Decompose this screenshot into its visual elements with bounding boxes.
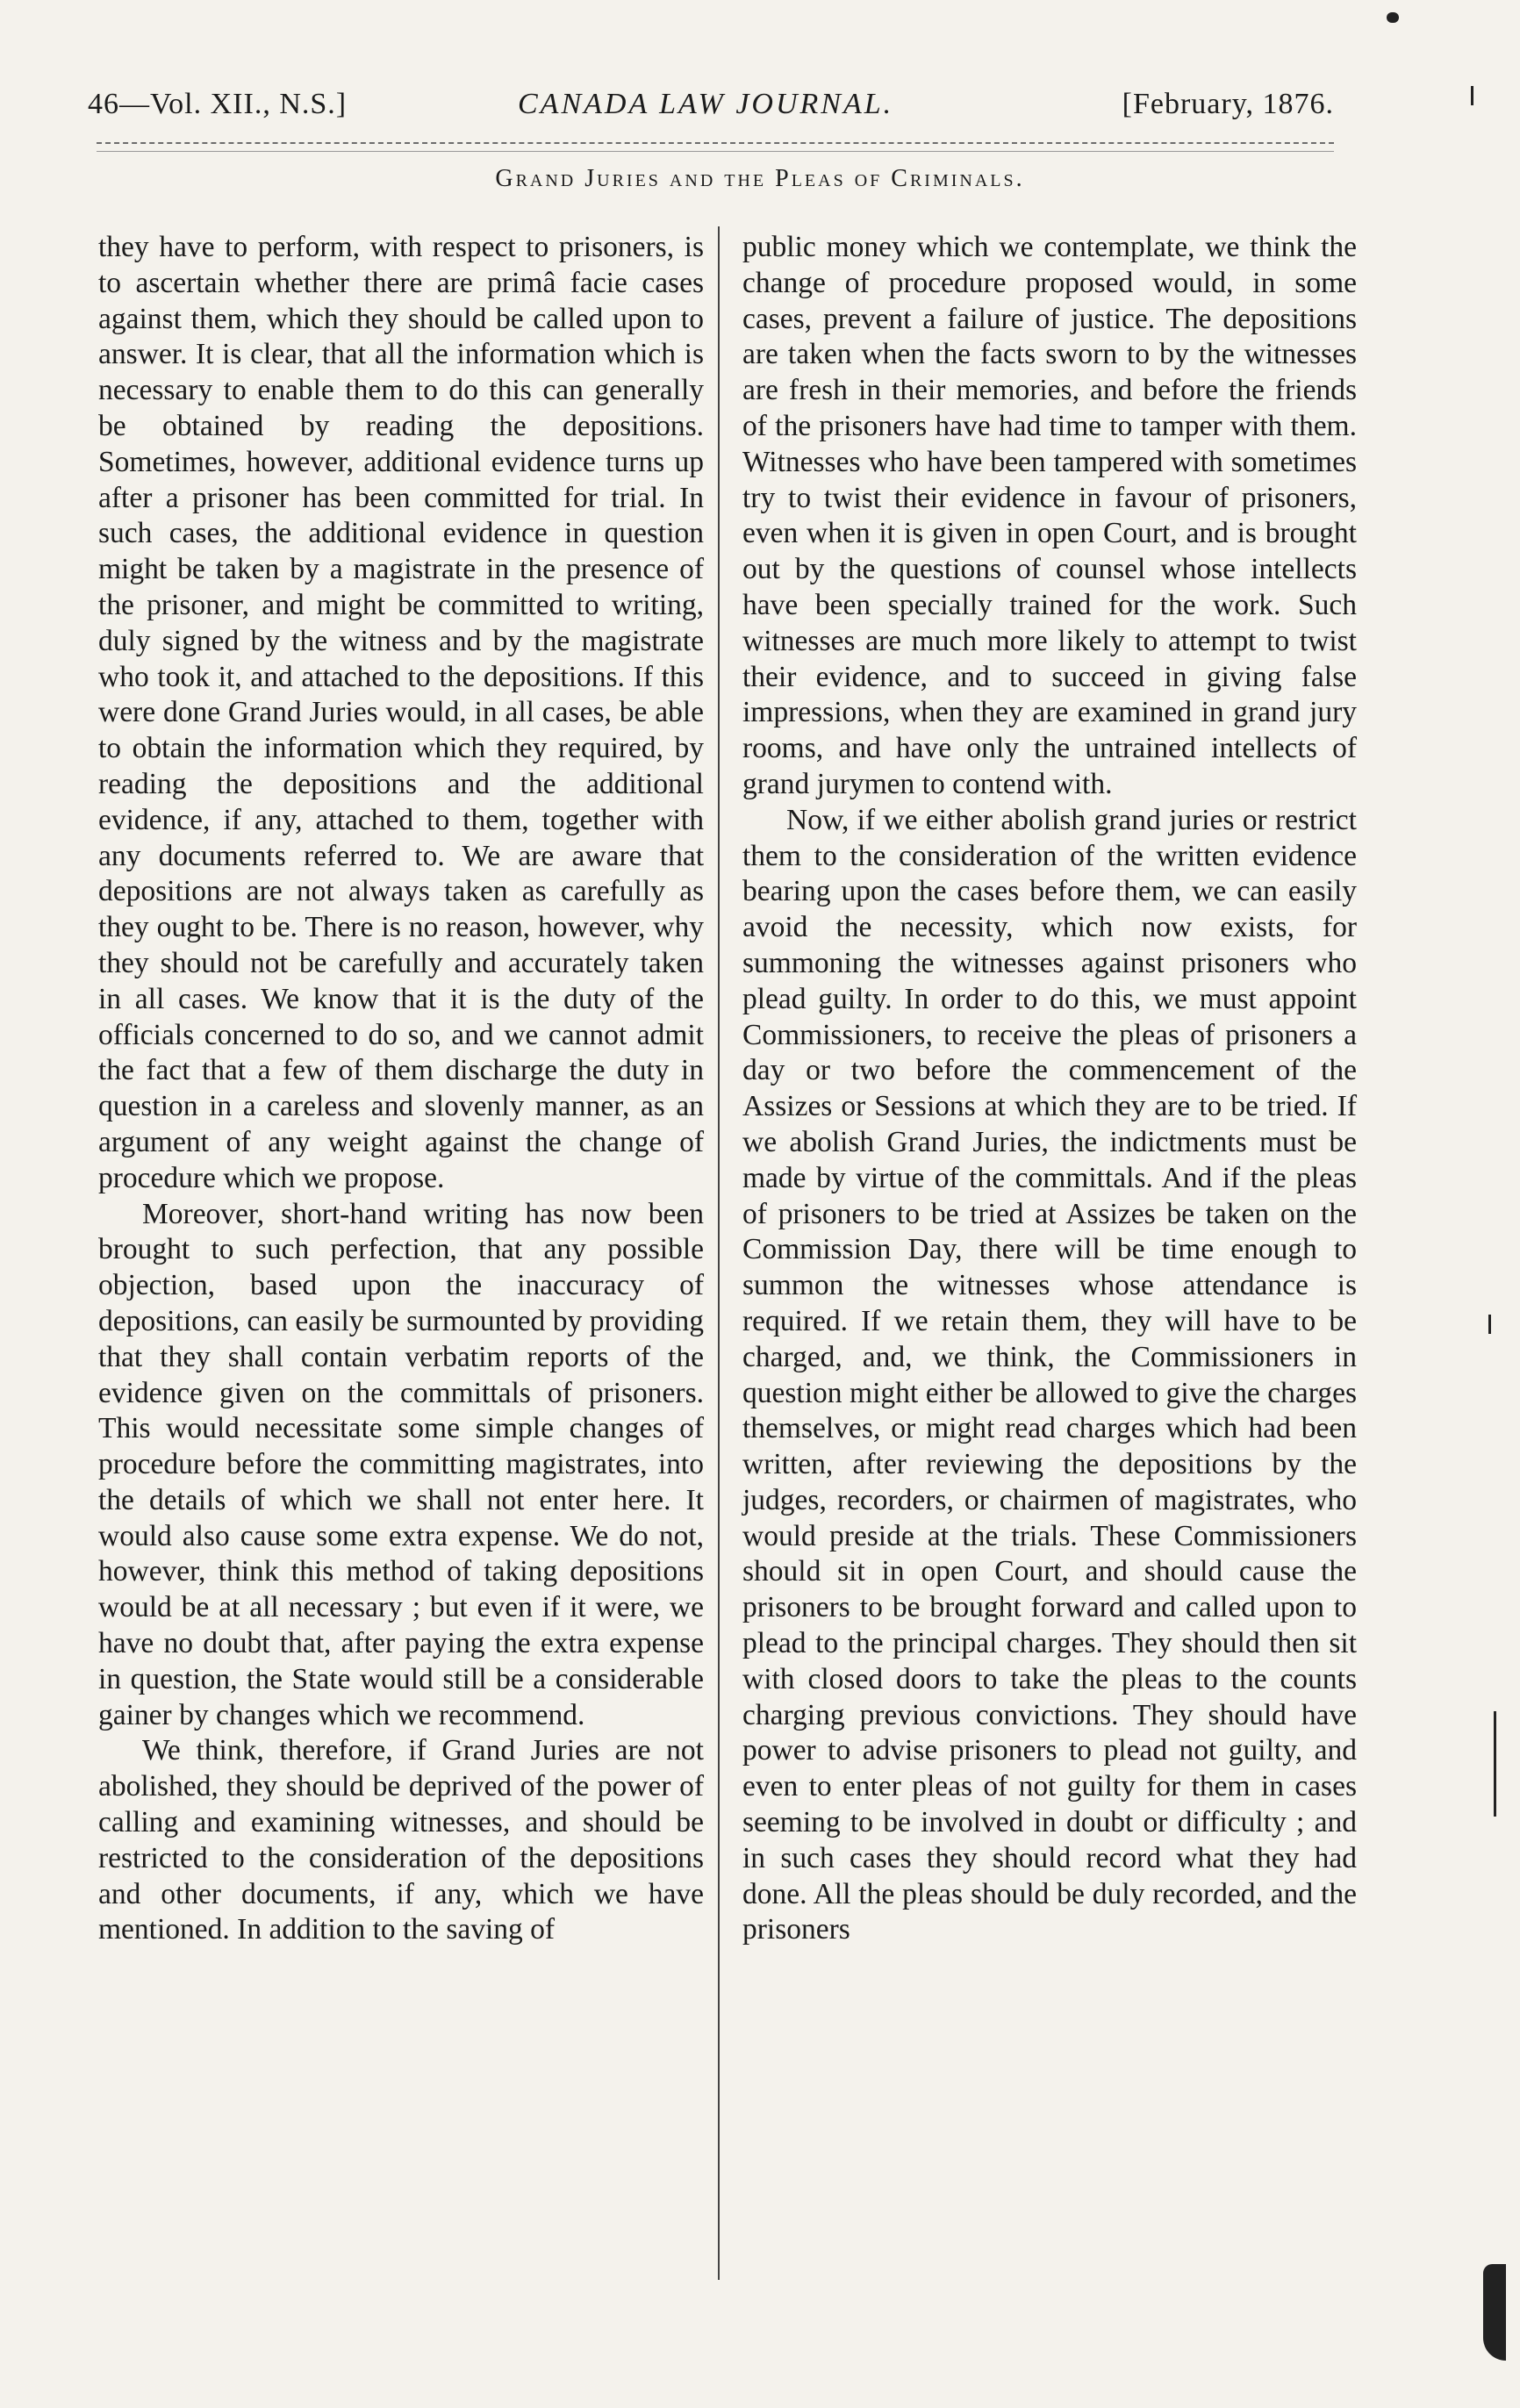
running-header	[88, 88, 1334, 132]
header-rule-dashed	[97, 142, 1334, 144]
issue-date: [February, 1876.	[1122, 88, 1334, 120]
right-paragraph-1: public money which we contemplate, we think the change of procedure proposed would, in some cases, prevent a failure of justice. The depositions are taken when the facts sworn to by the witnesses are fresh in their memories, and before the friends of the prisoners have had time to tamper with them. Witnesses who have been tampered with sometimes try to twist their evidence in favour of prisoners, even when it is given in open Court, and is brought out by the questions of counsel whose intellects have been specially trained for the work. Such witnesses are much more likely to attempt to twist their evidence, and to succeed in giving false impressions, when they are examined in grand jury rooms, and have only the untrained intellects of grand jurymen to contend with.	[742, 231, 1357, 800]
column-divider	[718, 226, 720, 2280]
page-volume: 46—Vol. XII., N.S.]	[88, 88, 348, 120]
margin-mark-top	[1387, 12, 1399, 23]
margin-mark-right-2	[1488, 1315, 1491, 1334]
right-paragraph-2: Now, if we either abolish grand juries or restrict them to the consideration of the written evidence bearing upon the cases before them, we can easily avoid the necessity, which now exists, for summoning the witnesses against prisoners who plead guilty. In order to do this, we must appoint Commissioners, to receive the pleas of prisoners a day or two before the commencement of the Assizes or Sessions at which they are to be tried. If we abolish Grand Juries, the indictments must be made by virtue of the committals. And if the pleas of prisoners to be tried at Assizes be taken on the Commission Day, there will be time enough to summon the witnesses whose attendance is required. If we retain them, they will have to be charged, and, we think, the Commissioners in question might either be allowed to give the charges themselves, or might read charges which had been written, after reviewing the depositions by the judges, recorders, or chairmen of magistrates, who would preside at the trials. These Commissioners should sit in open Court, and should cause the prisoners to be brought forward and called upon to plead to the principal charges. They should then sit with closed doors to take the pleas to the counts charging previous convictions. They should have power to advise prisoners to plead not guilty, and even to enter pleas of not guilty for them in cases seeming to be involved in doubt or difficulty ; and in such cases they should record what they had done. All the pleas should be duly recorded, and the prisoners	[742, 803, 1357, 1946]
section-title: Grand Juries and the Pleas of Criminals.	[495, 165, 1025, 192]
left-paragraph-2: Moreover, short-hand writing has now been brought to such perfection, that any possible objection, based upon the inaccuracy of depositions, can easily be surmounted by providing that they shall contain verbatim reports of the evidence given on the committals of prisoners. This would necessitate some simple changes of procedure before the committing magistrates, into the details of which we shall not enter here. It would also cause some extra expense. We do not, however, think this method of taking depositions would be at all necessary ; but even if it were, we have no doubt that, after paying the extra expense in question, the State would still be a considerable gainer by changes which we recommend.	[98, 1197, 704, 1731]
page-curl-mark	[1483, 2264, 1506, 2361]
margin-mark-right-1	[1471, 86, 1473, 105]
header-rule-thin	[97, 151, 1334, 152]
left-paragraph-3: We think, therefore, if Grand Juries are not abolished, they should be deprived of the power of calling and examining witnesses, and should be restricted to the consideration of the depositions and other documents, if any, which we have mentioned. In addition to the saving of	[98, 1734, 704, 1946]
margin-mark-right-3	[1494, 1711, 1496, 1817]
left-paragraph-1: they have to perform, with respect to prisoners, is to ascertain whether there are primâ facie cases against them, which they should be called upon to answer. It is clear, that all the information which is necessary to enable them to do this can generally be obtained by reading the depositions. Sometimes, however, additional evidence turns up after a prisoner has been committed for trial. In such cases, the additional evidence in question might be taken by a magistrate in the presence of the prisoner, and might be committed to writing, duly signed by the witness and by the magistrate who took it, and attached to the depositions. If this were done Grand Juries would, in all cases, be able to obtain the information which they required, by reading the depositions and the additional evidence, if any, attached to them, together with any documents referred to. We are aware that depositions are not always taken as carefully as they ought to be. There is no reason, however, why they should not be carefully and accurately taken in all cases. We know that it is the duty of the officials concerned to do so, and we cannot admit the fact that a few of them discharge the duty in question in a careless and slovenly manner, as an argument of any weight against the change of procedure which we propose.	[98, 231, 704, 1194]
right-column	[742, 230, 1357, 2283]
left-column	[98, 230, 704, 2283]
journal-title: CANADA LAW JOURNAL.	[518, 88, 894, 120]
